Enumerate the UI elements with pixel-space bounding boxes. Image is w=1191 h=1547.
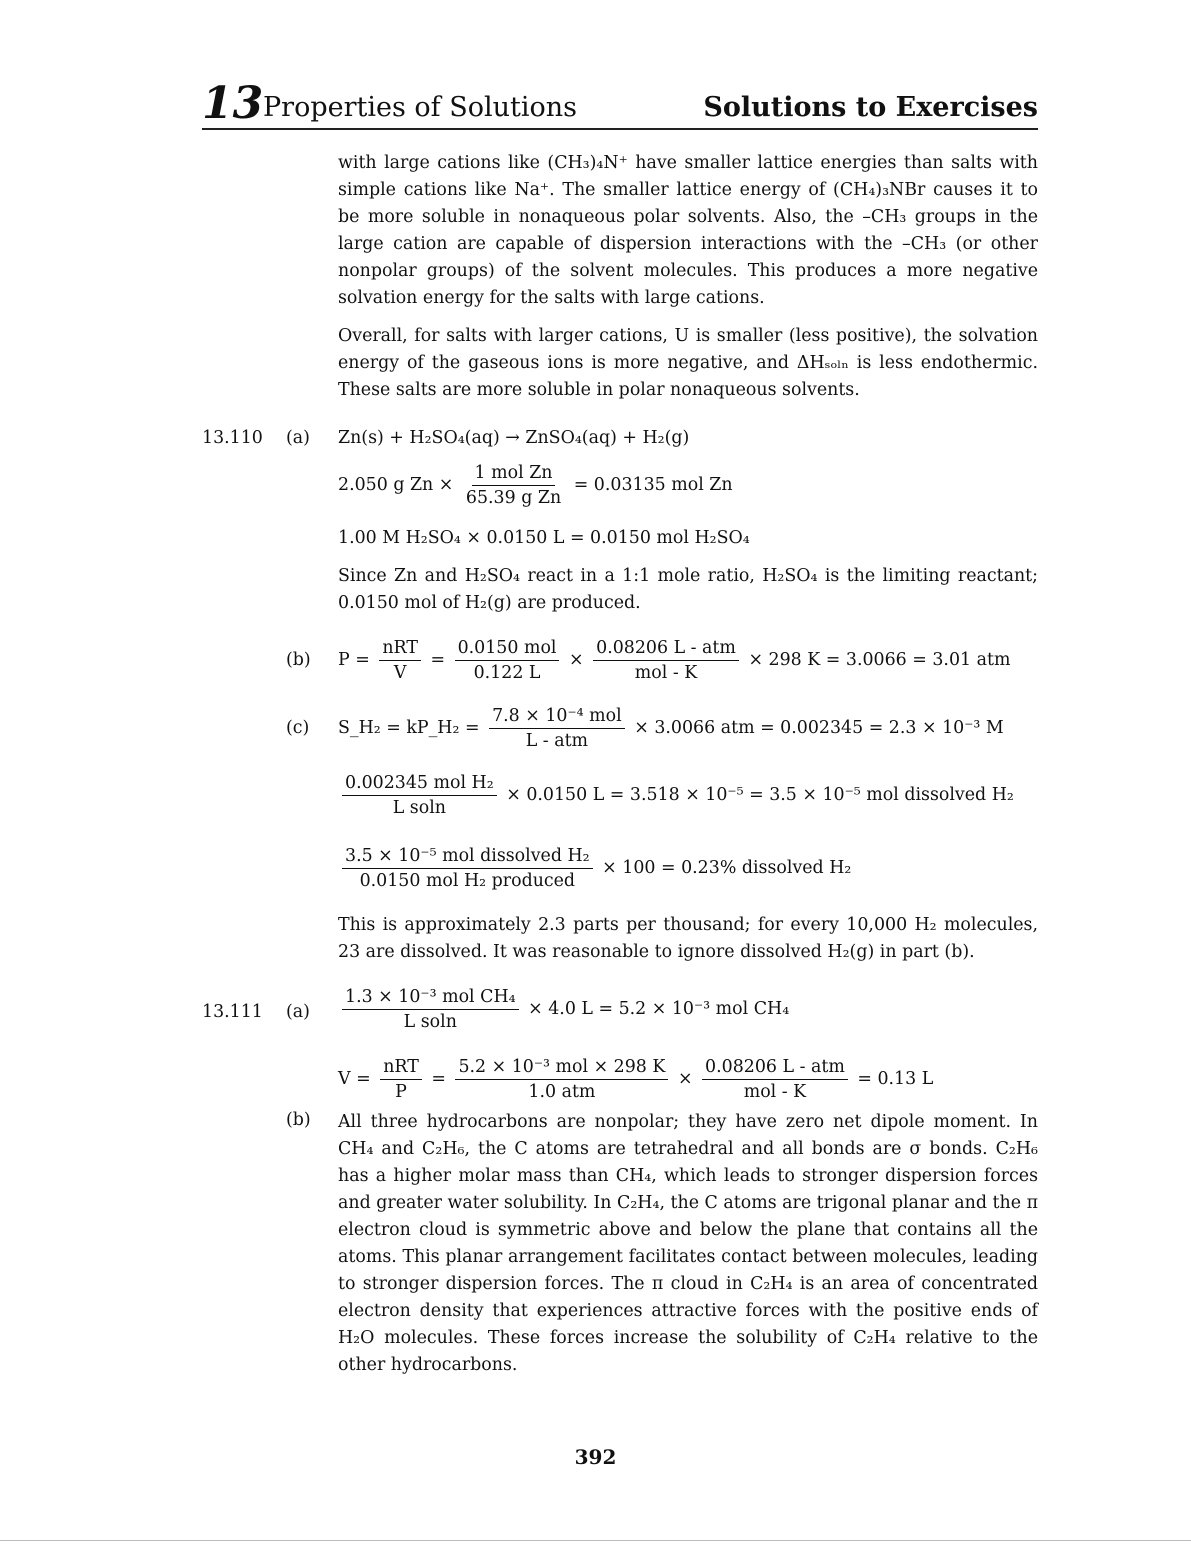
- part-a-label: (a): [286, 428, 310, 448]
- percent-result: × 100 = 0.23% dissolved H₂: [602, 858, 852, 878]
- frac-denominator: P: [395, 1082, 407, 1102]
- frac-denominator: 0.0150 mol H₂ produced: [359, 871, 576, 891]
- intro-paragraph-2: Overall, for salts with larger cations, U is smaller (less positive), the solvation energy of the gaseous ions is more negative, and ΔHₛₒₗₙ is less endothermic. These salts are more soluble in polar nonaqueous solvents.: [338, 326, 1038, 400]
- frac-numerator: 7.8 × 10⁻⁴ mol: [489, 705, 625, 729]
- frac-denominator: mol - K: [634, 663, 698, 683]
- times-sign: ×: [569, 650, 584, 670]
- henry-constant: [489, 705, 625, 752]
- frac-numerator: 0.08206 L - atm: [702, 1056, 848, 1080]
- frac-numerator: 5.2 × 10⁻³ mol × 298 K: [455, 1056, 668, 1080]
- frac-numerator: nRT: [379, 637, 421, 661]
- methane-moles-result: × 4.0 L = 5.2 × 10⁻³ mol CH₄: [528, 999, 790, 1019]
- exercise-number-111: 13.111: [202, 1002, 263, 1022]
- equals-sign: =: [430, 650, 446, 670]
- frac-numerator: 1.3 × 10⁻³ mol CH₄: [342, 986, 519, 1010]
- chapter-number: 13: [202, 78, 264, 129]
- percent-dissolved-calc: [338, 845, 851, 892]
- frac-denominator: L soln: [403, 1012, 457, 1032]
- solubility-result: × 3.0066 atm = 0.002345 = 2.3 × 10⁻³ M: [634, 718, 1004, 738]
- zn-molar-fraction: [463, 462, 564, 509]
- chapter-title: Properties of Solutions: [263, 92, 577, 123]
- frac-numerator: 1 mol Zn: [472, 462, 556, 486]
- zn-mass-prefix: 2.050 g Zn ×: [338, 475, 454, 495]
- moles-temp-over-pressure: [455, 1056, 668, 1103]
- methane-molarity: [342, 986, 519, 1033]
- frac-denominator: mol - K: [743, 1082, 807, 1102]
- conclusion-text: This is approximately 2.3 parts per thousand; for every 10,000 H₂ molecules, 23 are dissolved. It was reasonable to ignore dissolved H₂(g) in part (b).: [338, 915, 1038, 962]
- acid-moles-calc: 1.00 M H₂SO₄ × 0.0150 L = 0.0150 mol H₂SO₄: [338, 528, 750, 548]
- page-header: [202, 78, 1038, 130]
- frac-denominator: 1.0 atm: [528, 1082, 596, 1102]
- volume-result: = 0.13 L: [857, 1069, 934, 1089]
- reaction-equation: Zn(s) + H₂SO₄(aq) → ZnSO₄(aq) + H₂(g): [338, 428, 690, 448]
- gas-constant: [702, 1056, 848, 1103]
- frac-denominator: V: [393, 663, 407, 683]
- frac-numerator: 0.08206 L - atm: [593, 637, 739, 661]
- zn-moles-result: = 0.03135 mol Zn: [573, 475, 733, 495]
- hydrocarbon-explanation: All three hydrocarbons are nonpolar; they have zero net dipole moment. In CH₄ and C₂H₆, the C atoms are tetrahedral and all bonds are σ bonds. C₂H₆ has a higher molar mass than CH₄, which leads to stronger dispersion forces and greater water solubility. In C₂H₄, the C atoms are trigonal planar and the π electron cloud is symmetric above and below the plane that contains all the atoms. This planar arrangement facilitates contact between molecules, leading to stronger dispersion forces. The π cloud in C₂H₄ is an area of concentrated electron density that experiences attractive forces with the positive ends of H₂O molecules. These forces increase the solubility of C₂H₄ relative to the other hydrocarbons.: [338, 1112, 1038, 1375]
- part-c-label: (c): [286, 718, 310, 738]
- equals-sign: =: [431, 1069, 446, 1089]
- page-number: 392: [574, 1445, 617, 1469]
- zn-moles-calc: [338, 462, 733, 509]
- percent-fraction: [342, 845, 593, 892]
- part-b-label: (b): [286, 650, 311, 670]
- dissolved-moles-result: × 0.0150 L = 3.518 × 10⁻⁵ = 3.5 × 10⁻⁵ mol dissolved H₂: [506, 785, 1014, 805]
- frac-numerator: 0.0150 mol: [455, 637, 560, 661]
- molarity-fraction: [342, 772, 497, 819]
- frac-numerator: 3.5 × 10⁻⁵ mol dissolved H₂: [342, 845, 593, 869]
- frac-numerator: nRT: [380, 1056, 422, 1080]
- frac-denominator: 65.39 g Zn: [465, 488, 562, 508]
- exercise-number-110: 13.110: [202, 428, 263, 448]
- frac-denominator: L soln: [392, 798, 446, 818]
- solubility-calc: [338, 705, 1004, 752]
- moles-over-volume: [455, 637, 560, 684]
- part-a-label: (a): [286, 1002, 310, 1022]
- pressure-calc: [338, 637, 1010, 684]
- limiting-reactant-text: Since Zn and H₂SO₄ react in a 1:1 mole ratio, H₂SO₄ is the limiting reactant; 0.0150 mol of H₂(g) are produced.: [338, 566, 1038, 613]
- nrt-over-p: [380, 1056, 422, 1103]
- frac-numerator: 0.002345 mol H₂: [342, 772, 497, 796]
- frac-denominator: L - atm: [525, 731, 589, 751]
- solubility-prefix: S_H₂ = kP_H₂ =: [338, 718, 480, 738]
- section-title: Solutions to Exercises: [703, 92, 1038, 123]
- nrt-over-v: [379, 637, 421, 684]
- times-sign: ×: [677, 1069, 693, 1089]
- dissolved-moles-calc: [338, 772, 1014, 819]
- pressure-prefix: P =: [338, 650, 370, 670]
- volume-prefix: V =: [338, 1069, 371, 1089]
- page-bottom-rule: [0, 1540, 1191, 1541]
- methane-moles-calc: [338, 986, 789, 1033]
- volume-calc: [338, 1056, 933, 1103]
- frac-denominator: 0.122 L: [473, 663, 541, 683]
- part-b-label: (b): [286, 1110, 311, 1130]
- intro-paragraph-1: with large cations like (CH₃)₄N⁺ have smaller lattice energies than salts with simple cations like Na⁺. The smaller lattice energy of (CH₄)₃NBr causes it to be more soluble in nonaqueous polar solvents. Also, the –CH₃ groups in the large cation are capable of dispersion interactions with the –CH₃ (or other nonpolar groups) of the solvent molecules. This produces a more negative solvation energy for the salts with large cations.: [338, 153, 1038, 308]
- gas-constant: [593, 637, 739, 684]
- pressure-result: × 298 K = 3.0066 = 3.01 atm: [748, 650, 1011, 670]
